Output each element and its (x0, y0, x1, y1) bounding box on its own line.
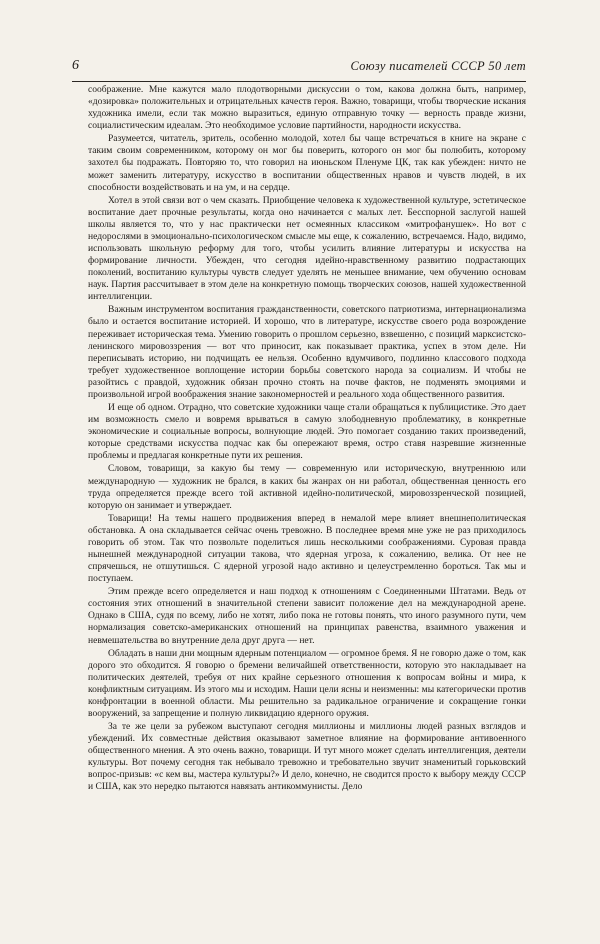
paragraph-5: И еще об одном. Отрадно, что советские художники чаще стали обращаться к публицистике. Это дает им возможность смело и вовремя врываться в самую злободневную проблематику, в конкретные экономические и социальные вопросы, волнующие людей. Это помогает созданию таких произведений, которые средствами искусства подчас как бы опережают время, остро ставя назревшие жизненные проблемы и предлагая конкретные пути их решения. (88, 402, 526, 462)
body-text (88, 84, 526, 795)
paragraph-8: Этим прежде всего определяется и наш подход к отношениям с Соединенными Штатами. Ведь от состояния этих отношений в значительной степени зависит положение дел на международной арене. Однако в США, судя по всему, либо не хотят, либо пока не готовы понять, что иного разумного пути, чем нормализация советско-американских отношений на принципах равенства, взаимного уважения и невмешательства во внутренние дела друг друга — нет. (88, 586, 526, 646)
paragraph-4: Важным инструментом воспитания гражданственности, советского патриотизма, интернационализма было и остается воспитание историей. И хорошо, что в литературе, искусстве своего рода возрождение переживает историческая тема. Умению говорить о прошлом серьезно, взвешенно, с позиций марксистско-ленинского мировоззрения — вот что приносит, как показывает практика, успех в этом деле. Ни переписывать историю, ни подчищать ее нельзя. Особенно вдумчивого, подлинно классового подхода требует художественное воплощение истории борьбы советского народа за социализм. И чтобы не разойтись с правдой, художник обязан прочно стоять на почве фактов, не подменять эмоциями и произвольной игрой воображения знание закономерностей и реального хода общественного развития. (88, 304, 526, 400)
paragraph-7: Товарищи! На темы нашего продвижения вперед в немалой мере влияет внешнеполитическая обстановка. А она складывается сейчас очень тревожно. В последнее время мне уже не раз приходилось говорить об этом. Так что позвольте поделиться лишь несколькими соображениями. Суровая правда нынешней международной ситуации такова, что ядерная угроза, к сожалению, велика. От нее не спрячешься, не отшутишься. С ядерной угрозой надо активно и целеустремленно бороться. Так мы и поступаем. (88, 512, 526, 585)
running-head (72, 58, 526, 78)
paragraph-1: соображение. Мне кажутся мало плодотворными дискуссии о том, какова должна быть, например, «дозировка» положительных и отрицательных качеств героя. Важно, товарищи, чтобы творческие искания художника имели, если так можно выразиться, единую отправную точку — верность правде жизни, социалистическим идеалам. Это необходимое условие партийности, народности искусства. (88, 84, 526, 132)
paragraph-10: За те же цели за рубежом выступают сегодня миллионы и миллионы людей разных взглядов и убеждений. Их совместные действия оказывают заметное влияние на формирование антивоенного общественного мнения. А это очень важно, товарищи. И тут много может сделать интеллигенция, деятели культуры. Вот почему сегодня так небывало тревожно и требовательно звучит знаменитый горьковский вопрос-призыв: «с кем вы, мастера культуры?» И дело, конечно, не сводится просто к выбору между СССР и США, как это нередко пытаются навязать антикоммунисты. Дело (88, 721, 526, 793)
paragraph-9: Обладать в наши дни мощным ядерным потенциалом — огромное бремя. Я не говорю даже о том, как дорого это обходится. Я говорю о бремени величайшей ответственности, которую это накладывает на политических деятелей, требуя от них крайне серьезного отношения к вопросам войны и мира, к конфликтным ситуациям. Из этого мы и исходим. Наши цели ясны и неизменны: мы категорически против конфронтации в военной области. Мы решительно за радикальное ограничение и сокращение гонки вооружений, за запрещение и полную ликвидацию ядерного оружия. (88, 647, 526, 719)
paragraph-3: Хотел в этой связи вот о чем сказать. Приобщение человека к художественной культуре, эстетическое воспитание дает прочные результаты, когда оно начинается с малых лет. Бесспорной заслугой нашей школы является то, что у нас практически нет осмеянных классиком «митрофанушек». Но вот с недорослями в эмоционально-психологическом смысле мы еще, к сожалению, встречаемся. Надо, видимо, использовать школьную реформу для того, чтобы усилить влияние литературы и искусства на формирование личности. Убежден, что сегодня идейно-нравственному развитию подрастающих поколений, воспитанию культуры чувств следует уделять не меньшее внимание, чем обучению основам наук. Партия рассчитывает в этом деле на конкретную помощь творческих союзов, нашей художественной интеллигенции. (88, 194, 526, 303)
page-number: 6 (72, 58, 79, 73)
paragraph-6: Словом, товарищи, за какую бы тему — современную или историческую, внутреннюю или международную — художник не брался, в каких бы жанрах он ни работал, общественная ценность его труда определяется прежде всего той активной идейно-политической, мировоззренческой позицией, которую он занимает и утверждает. (88, 463, 526, 511)
paragraph-2: Разумеется, читатель, зритель, особенно молодой, хотел бы чаще встречаться в книге на экране с таким своим современником, которому он мог бы поверить, которого он мог бы полюбить, которому захотел бы подражать. Повторяю то, что говорил на июньском Пленуме ЦК, так как убежден: ничто не может заменить литературу, искусство в воспитании общественных нравов и чувств людей, в их способности воздействовать и на ум, и на сердце. (88, 133, 526, 193)
running-title: Союзу писателей СССР 50 лет (350, 59, 526, 73)
header-rule (72, 81, 526, 82)
